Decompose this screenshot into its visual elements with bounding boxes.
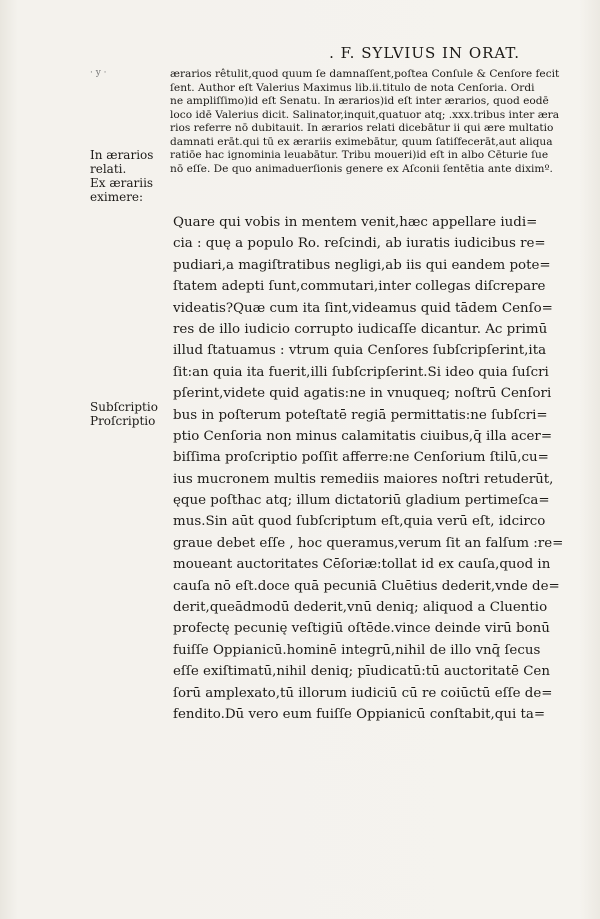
- body-line: illud ſtatuamus : vtrum quia Cenſores ſubſcripſerint,ita: [173, 343, 547, 359]
- commentary-line: loco idē Valerius dicit. Salinator,inquit,quatuor atq; .xxx.tribus inter æra: [170, 108, 560, 121]
- body-line: Quare qui vobis in mentem venit,hæc appellare iudi=: [173, 215, 538, 230]
- body-line: ęque poſthac atq; illum dictatoriū gladium pertimeſca=: [173, 493, 550, 509]
- margin-note-line: In ærarios: [90, 148, 154, 162]
- commentary-line: nō eſſe. De quo animaduerſionis genere ex Aſconii ſentētia ante diximº.: [170, 162, 553, 175]
- body-line: moueant auctoritates Cēſoriæ:tollat id ex cauſa,quod in: [173, 557, 551, 573]
- margin-note-line: Subſcriptio: [90, 400, 158, 414]
- body-line: biſſima proſcriptio poſſit afferre:ne Cenſorium ſtilū,cu=: [173, 450, 549, 466]
- commentary-line: ærarios rêtulit,quod quum ſe damnaſſent,poſtea Conſule & Cenſore fecit: [170, 68, 560, 80]
- folio-mark: · y ·: [90, 68, 107, 78]
- commentary-block: [170, 68, 600, 176]
- body-line: fendito.Dū vero eum fuiſſe Oppianicū conſtabit,qui ta=: [173, 706, 546, 722]
- margin-note-line: Ex ærariis: [90, 176, 154, 190]
- commentary-line: ratiōe hac ignominia leuabātur. Tribu moueri)id eſt in albo Cēturie ſue: [170, 149, 549, 161]
- running-head: . F. SYLVIUS IN ORAT.: [329, 44, 520, 62]
- body-line: bus in poſterum poteſtatē regiā permittatis:ne ſubſcri=: [173, 407, 548, 423]
- body-line: profectę pecunię veſtigiū oſtēde.vince deinde virū bonū: [173, 621, 550, 637]
- body-line: cauſa nō eſt.doce quā pecuniā Cluētius dederit,vnde de=: [173, 578, 560, 594]
- body-line: fuiſſe Oppianicū.hominē integrū,nihil de illo vnq̄ ſecus: [173, 642, 541, 658]
- body-line: videatis?Quæ cum ita ſint,videamus quid tādem Cenſo=: [173, 300, 553, 316]
- body-line: ſit:an quia ita fuerit,illi ſubſcripſerint.Si ideo quia ſuſcri: [173, 364, 549, 380]
- body-line: eſſe exiſtimatū,nihil deniq; pīudicatū:tū auctoritatē Cen: [173, 664, 550, 680]
- margin-note-line: Proſcriptio: [90, 414, 156, 428]
- commentary-line: ſent. Author eſt Valerius Maximus lib.ii.titulo de nota Cenſoria. Ordi: [170, 81, 535, 94]
- margin-note-line: relati.: [90, 162, 127, 176]
- body-line: pudiari,a magiſtratibus negligi,ab iis qui eandem pote=: [173, 257, 551, 273]
- body-line: pſerint,videte quid agatis:ne in vnuqueq; noſtrū Cenſori: [173, 386, 552, 402]
- body-line: ſorū amplexato,tū illorum iudiciū cū re coiūctū eſſe de=: [173, 685, 553, 701]
- commentary-line: damnati erāt.qui tū ex ærariis eximebātur, quum ſatiſfecerāt,aut aliqua: [170, 135, 553, 148]
- margin-note-line: eximere:: [90, 190, 144, 204]
- body-line: mus.Sin aūt quod ſubſcriptum eſt,quia verū eſt, idcirco: [173, 514, 546, 530]
- body-line: ptio Cenſoria non minus calamitatis ciuibus,q̄ illa acer=: [173, 428, 553, 444]
- main-text-block: [173, 212, 593, 725]
- body-line: graue debet eſſe , hoc queramus,verum ſit an falſum :re=: [173, 535, 564, 551]
- body-line: derit,queādmodū dederit,vnū deniq; aliquod a Cluentio: [173, 600, 548, 616]
- body-line: ſtatem adepti ſunt,commutari,inter collegas diſcrepare: [173, 279, 546, 295]
- commentary-line: rios referre nō dubitauit. In ærarios relati dicebātur ii qui ære multatio: [170, 122, 554, 134]
- body-line: cia : quę a populo Ro. reſcindi, ab iuratis iudicibus re=: [173, 236, 546, 252]
- margin-note-in-aerarios: [90, 148, 153, 204]
- commentary-line: ne ampliſſimo)id eſt Senatu. In ærarios)id eſt inter ærarios, quod eodē: [170, 95, 549, 107]
- margin-note-subscriptio: [90, 400, 158, 428]
- body-line: res de illo iudicio corrupto iudicaſſe dicantur. Ac primū: [173, 321, 548, 337]
- body-line: ius mucronem multis remediis maiores noſtri retuderūt,: [173, 471, 554, 487]
